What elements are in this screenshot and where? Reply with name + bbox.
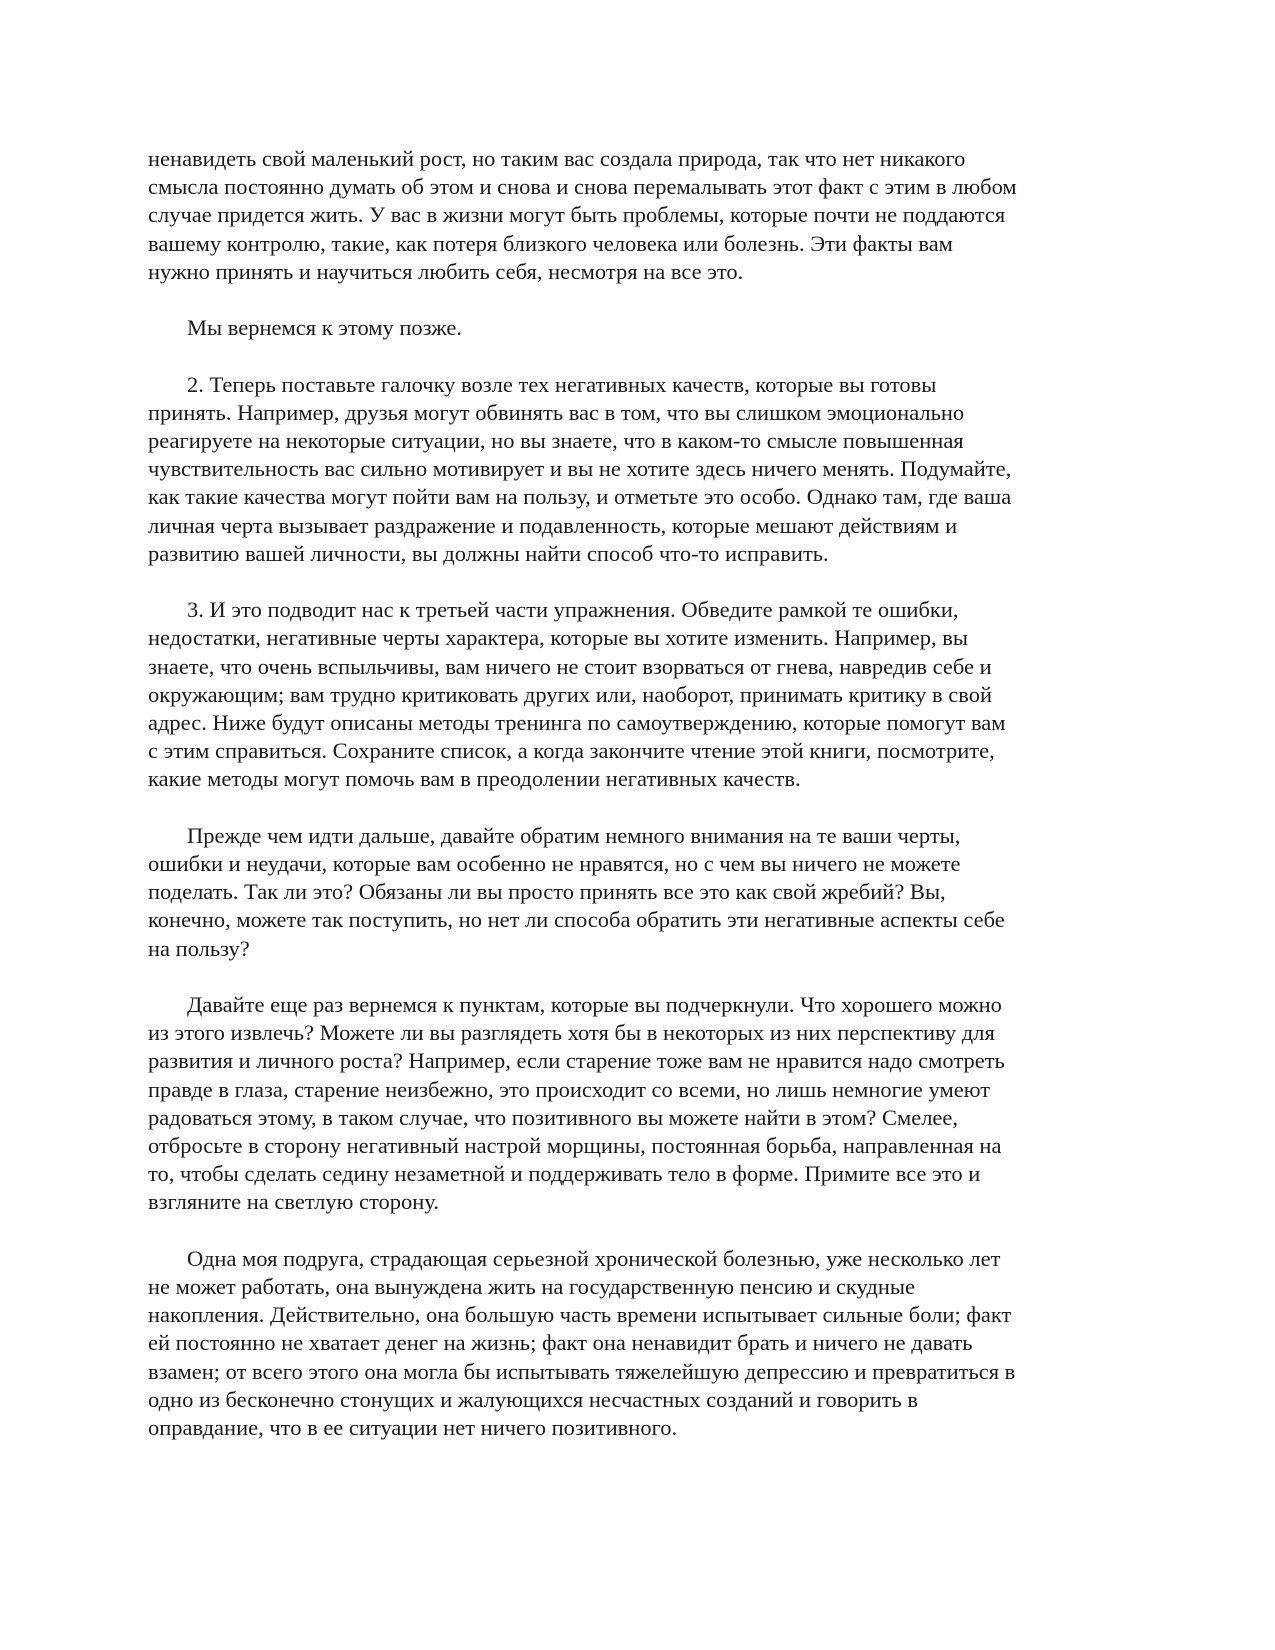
text-line: Прежде чем идти дальше, давайте обратим немного внимания на те ваши черты, (187, 822, 961, 848)
text-line: не может работать, она вынуждена жить на государственную пенсию и скудные (148, 1274, 915, 1300)
text-line: случае придется жить. У вас в жизни могут быть проблемы, которые почти не поддаются (148, 202, 1006, 228)
text-line: Одна моя подруга, страдающая серьезной хронической болезнью, уже несколько лет (187, 1245, 1001, 1271)
text-line: конечно, можете так поступить, но нет ли способа обратить эти негативные аспекты себе (148, 907, 1005, 933)
text-line: недостатки, негативные черты характера, которые вы хотите изменить. Например, вы (148, 625, 968, 651)
text-line: правде в глаза, старение неизбежно, это происходит со всеми, но лишь немногие умеют (148, 1076, 991, 1102)
text-line: накопления. Действительно, она большую часть времени испытывает сильные боли; факт (148, 1302, 1012, 1328)
text-line: как такие качества могут пойти вам на пользу, и отметьте это особо. Однако там, где ваша (148, 484, 1012, 510)
document-page (148, 145, 1123, 1470)
text-line: то, чтобы сделать седину незаметной и поддерживать тело в форме. Примите все это и (148, 1161, 981, 1187)
paragraph (148, 1245, 1123, 1442)
text-line: нужно принять и научиться любить себя, несмотря на все это. (148, 258, 744, 284)
text-line: отбросьте в сторону негативный настрой морщины, постоянная борьба, направленная на (148, 1133, 1002, 1159)
text-line: принять. Например, друзья могут обвинять вас в том, что вы слишком эмоционально (148, 399, 965, 425)
paragraph (148, 145, 1123, 286)
paragraph (148, 991, 1123, 1217)
text-line: взамен; от всего этого она могла бы испытывать тяжелейшую депрессию и превратиться в (148, 1358, 1016, 1384)
text-line: одно из бесконечно стонущих и жалующихся несчастных созданий и говорить в (148, 1386, 918, 1412)
text-line: окружающим; вам трудно критиковать других или, наоборот, принимать критику в свой (148, 681, 993, 707)
text-line: ошибки и неудачи, которые вам особенно не нравятся, но с чем вы ничего не можете (148, 851, 961, 877)
text-line: какие методы могут помочь вам в преодолении негативных качеств. (148, 766, 801, 792)
text-line: адрес. Ниже будут описаны методы тренинга по самоутверждению, которые помогут вам (148, 710, 1006, 736)
text-line: оправдание, что в ее ситуации нет ничего позитивного. (148, 1415, 678, 1441)
text-line: личная черта вызывает раздражение и подавленность, которые мешают действиям и (148, 512, 958, 538)
text-line: ей постоянно не хватает денег на жизнь; факт она ненавидит брать и ничего не давать (148, 1330, 973, 1356)
text-line: взгляните на светлую сторону. (148, 1189, 439, 1215)
text-line: реагируете на некоторые ситуации, но вы знаете, что в каком-то смысле повышенная (148, 428, 964, 453)
text-line: 2. Теперь поставьте галочку возле тех негативных качеств, которые вы готовы (187, 371, 937, 397)
text-line: знаете, что очень вспыльчивы, вам ничего не стоит взорваться от гнева, навредив себе и (148, 653, 992, 679)
text-line: смысла постоянно думать об этом и снова и снова перемалывать этот факт с этим в любом (148, 174, 1017, 200)
text-line: из этого извлечь? Можете ли вы разглядеть хотя бы в некоторых из них перспективу для (148, 1020, 995, 1046)
text-line: развитию вашей личности, вы должны найти способ что-то исправить. (148, 540, 829, 566)
text-line: Мы вернемся к этому позже. (187, 315, 463, 341)
paragraph (148, 822, 1123, 963)
text-line: на пользу? (148, 935, 250, 961)
text-line: с этим справиться. Сохраните список, а когда закончите чтение этой книги, посмотрите, (148, 738, 995, 764)
text-line: развития и личного роста? Например, если старение тоже вам не нравится надо смотреть (148, 1048, 1005, 1074)
text-line: вашему контролю, такие, как потеря близкого человека или болезнь. Эти факты вам (148, 230, 953, 256)
text-line: Давайте еще раз вернемся к пунктам, которые вы подчеркнули. Что хорошего можно (187, 992, 1002, 1018)
text-line: чувствительность вас сильно мотивирует и вы не хотите здесь ничего менять. Подумайте, (148, 456, 1012, 482)
text-line: ненавидеть свой маленький рост, но таким вас создала природа, так что нет никакого (148, 146, 966, 171)
text-line: 3. И это подводит нас к третьей части упражнения. Обведите рамкой те ошибки, (187, 597, 959, 623)
text-line: поделать. Так ли это? Обязаны ли вы просто принять все это как свой жребий? Вы, (148, 879, 946, 905)
paragraph (148, 596, 1123, 793)
paragraph (148, 314, 1123, 342)
paragraph (148, 371, 1123, 568)
text-line: радоваться этому, в таком случае, что позитивного вы можете найти в этом? Смелее, (148, 1104, 959, 1130)
